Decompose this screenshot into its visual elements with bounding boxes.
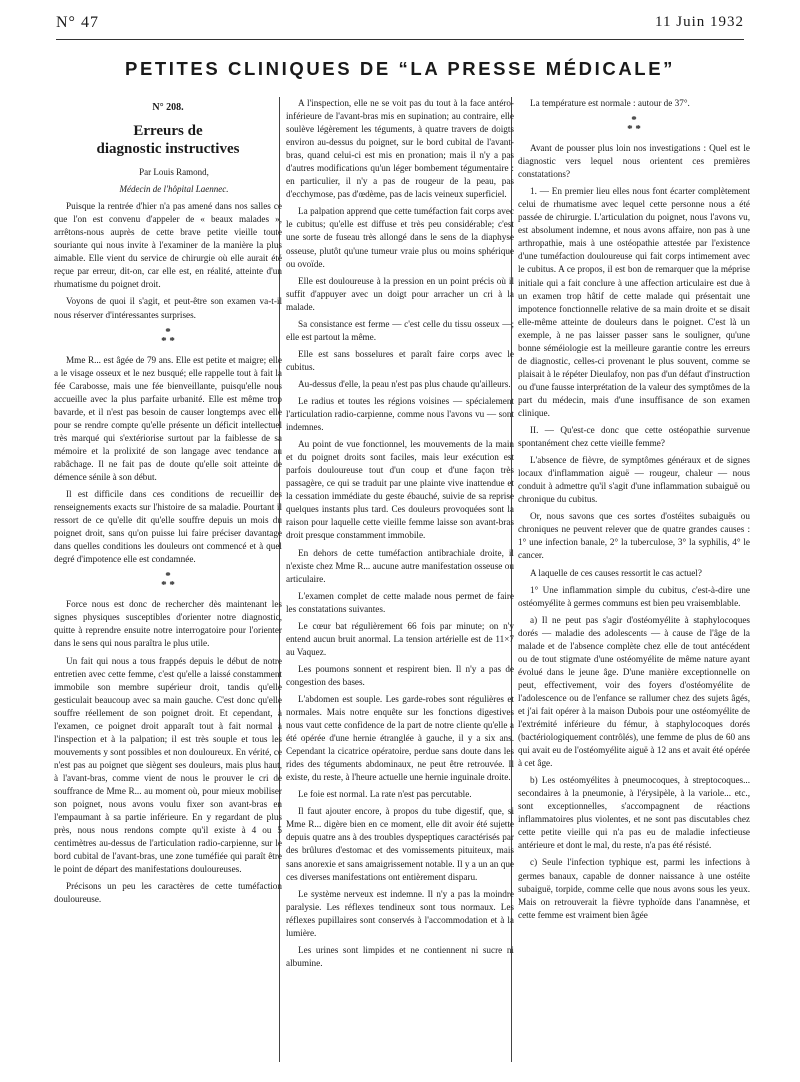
separator-star: * *	[161, 334, 175, 347]
separator-star: *	[165, 570, 171, 583]
section-banner: PETITES CLINIQUES DE “LA PRESSE MÉDICALE”	[125, 58, 675, 79]
article-title-line: diagnostic instructives	[96, 141, 240, 158]
paragraph: Puisque la rentrée d'hier n'a pas amené dans nos salles ce que l'on est convenu d'appeler de « beaux malades », arrêtons-nous auprès de cette brave petite vieille toute souriante qui nous invite à l'examiner de la manière la plus aimable. Elle vient du service de chirurgie où elle aurait été reçue par erreur, dit-on, car elle est, en réalité, atteinte d'un rhumatisme du poignet droit.	[54, 201, 282, 290]
paragraph: Elle est sans bosselures et paraît faire corps avec le cubitus.	[286, 348, 514, 372]
paragraph: Au point de vue fonctionnel, les mouvements de la main et du poignet droits sont faciles, mais leur exécution est parfois douloureuse tout d'un coup et d'une façon très passagère, ce qui se traduit par une plainte vive inattendue et la cessation immédiate du geste ébauché, suivie de sa reprise quelques instants plus tard. Ces douleurs provoquées sont la raison pour laquelle cette vieille femme laisse son avant-bras droit presque constamment immobile.	[286, 439, 514, 541]
paragraph: Le cœur bat régulièrement 66 fois par minute; on n'y entend aucun bruit anormal. La tension artérielle est de 11×7 au Vaquez.	[286, 620, 514, 657]
paragraph: Mme R... est âgée de 79 ans. Elle est petite et maigre; elle a le visage osseux et le nez busqué; elle rappelle tout à fait la fée Carabosse, mais une fée bienveillante, puisqu'elle nous accueille avec la plus parfaite urbanité. Elle est même trop bavarde, et il n'est pas besoin de causer longtemps avec elle pour se rendre compte qu'elle présente un déficit intellectuel très marqué qui s'extériorise surtout par la faiblesse de sa mémoire et la prolixité de son langage avec tendance au rabâchage. Il ne fait pas de doute qu'elle soit atteinte de démence sénile à son début.	[54, 354, 282, 482]
issue-number: N° 47	[56, 14, 99, 31]
paragraph: b) Les ostéomyélites à pneumocoques, à streptocoques... secondaires à la pneumonie, à l'érysipèle, à la variole... etc., sont exceptionnelles, s'accompagnent de réactions inflammatoires plus violentes, et ne sont pas discutables chez cette petite vieille qui n'a pas eu de maladie infectieuse antérieure et dont le mal, du reste, n'a pas été résisté.	[518, 775, 750, 851]
paragraph: L'absence de fièvre, de symptômes généraux et de signes locaux d'inflammation aiguë — rougeur, chaleur — nous conduit à admettre qu'il s'agit d'une inflammation subaiguë ou chronique du cubitus.	[518, 455, 750, 505]
paragraph: Le système nerveux est indemne. Il n'y a pas la moindre paralysie. Les réflexes tendineux sont tous normaux. Les réflexes pupillaires sont conservés à l'accommodation et à la lumière.	[286, 888, 514, 938]
paragraph: L'examen complet de cette malade nous permet de faire les constatations suivantes.	[286, 590, 514, 614]
paragraph: Il faut ajouter encore, à propos du tube digestif, que, si Mme R... digère bien en ce moment, elle dit avoir été sujette depuis quatre ans à des troubles dyspeptiques caractérisés par des brûlures d'estomac et des vomissements pituiteux, mais sans anorexie et sans amaigrissement notable. Il y a un an que ces diverses manifestations ont entièrement disparu.	[286, 806, 514, 882]
paragraph: Le foie est normal. La rate n'est pas percutable.	[298, 789, 472, 800]
paragraph: A laquelle de ces causes ressortit le cas actuel?	[530, 567, 702, 578]
paragraph: Voyons de quoi il s'agit, et peut-être son examen va-t-il nous réserver d'intéressantes surprises.	[54, 296, 282, 320]
paragraph: La palpation apprend que cette tuméfaction fait corps avec le cubitus; qu'elle est diffuse et très peu considérable; c'est une sorte de fuseau très allongé dans le sens de la diaphyse osseuse, plutôt qu'une tumeur vraie plus ou moins sphérique ou ovoïde.	[286, 206, 514, 269]
article-title	[54, 122, 282, 158]
article-title-line: Erreurs de	[133, 123, 203, 140]
separator-star: *	[631, 114, 637, 127]
article-number: N° 208.	[152, 102, 184, 113]
paragraph: A l'inspection, elle ne se voit pas du tout à la face antéro-inférieure de l'avant-bras mis en supination; au contraire, elle soulève légèrement les téguments, à quatre travers de doigts environ au-dessus du poignet, sur le bord cubital de l'avant-bras, quand celui-ci est mis en pronation; mais il n'y a pas d'autres modifications qu'un léger bombement tégumentaire : en particulier, il n'y a pas de rougeur de la peau, pas d'ecchymose, pas d'œdème, pas de lacis veineux superficiel.	[286, 98, 514, 200]
paragraph: c) Seule l'infection typhique est, parmi les infections à germes banaux, capable de donner naissance à une ostéite subaiguë, torpide, comme celle que nous avons sous les yeux. Mais on retrouverait la fièvre typhoïde dans l'anamnèse, et cette femme est vraiment bien âgée	[518, 857, 750, 920]
author-byline: Par Louis Ramond,	[139, 167, 209, 178]
section-separator	[54, 572, 282, 590]
paragraph: Avant de pousser plus loin nos investigations : Quel est le diagnostic vers lequel nous orientent ces premières constatations?	[518, 143, 750, 180]
column-2	[286, 97, 514, 974]
column-1	[54, 97, 282, 910]
section-separator	[54, 325, 282, 347]
header-rule	[56, 39, 744, 40]
issue-date: 11 Juin 1932	[655, 14, 744, 30]
paragraph: L'abdomen est souple. Les garde-robes sont régulières et normales. Mais notre enquête sur les fonctions digestives nous vaut cette confidence de la part de notre cliente qu'elle a été opérée d'une hernie étranglée à gauche, il y a six ans. Cependant la cicatrice opératoire, perdue sans doute dans les rides des téguments abdominaux, ne peut être retrouvée. Il existe, du reste, à l'heure actuelle une hernie inguinale droite.	[286, 693, 514, 783]
running-header	[56, 14, 744, 44]
paragraph: Précisons un peu les caractères de cette tuméfaction douloureuse.	[54, 881, 282, 905]
paragraph: Force nous est donc de rechercher dès maintenant les signes physiques susceptibles d'orienter notre diagnostic, quitte à reprendre ensuite notre interrogatoire pour l'orienter dans le sens qui nous paraîtra le plus utile.	[54, 599, 282, 649]
separator-star: * *	[161, 579, 175, 592]
paragraph: Le radius et toutes les régions voisines — spécialement l'articulation radio-carpienne, comme nous l'avons vu — sont indemnes.	[286, 395, 514, 433]
paragraph: Elle est douloureuse à la pression en un point précis où il suffit d'appuyer avec un doigt pour arracher un cri à la malade.	[286, 275, 514, 312]
paragraph: Les urines sont limpides et ne contiennent ni sucre ni albumine.	[286, 944, 514, 968]
separator-star: * *	[627, 123, 641, 136]
paragraph: Sa consistance est ferme — c'est celle du tissu osseux —; elle est partout la même.	[286, 318, 514, 342]
separator-star: *	[165, 325, 171, 338]
paragraph: 1. — En premier lieu elles nous font écarter complètement celui de rhumatisme avec lequel cette personne nous a été passée de chirurgie. L'articulation du poignet, nous l'avons vu, est absolument indemne, et nous avons affaire, non pas à une arthropathie, mais à une ostéopathie attestée par l'existence d'une tuméfaction douloureuse qui fait corps intimement avec le cubitus. A ce propos, il est bon de remarquer que la méprise initiale qui a fait conclure à une affection articulaire est due à un examen trop hâtif de cette malade qui présentait une impotence fonctionnelle relative de sa main droite et se disait elle-même atteinte de douleurs dans le poignet. C'est là un exemple, à ne pas laisser passer sans le souligner, qu'une bonne séméiologie est la meilleure garantie contre les erreurs de diagnostic, celles-ci provenant le plus souvent, comme se plaisait à le répéter Dieulafoy, non pas d'un défaut d'instruction ou d'une fausse interprétation de la valeur des symptômes de la part du médecin, mais d'une insuffisance de son examen clinique.	[518, 186, 750, 418]
column-3	[518, 97, 750, 926]
section-separator	[518, 116, 750, 134]
paragraph: En dehors de cette tuméfaction antibrachiale droite, il n'existe chez Mme R... aucune autre manifestation osseuse ou articulaire.	[286, 547, 514, 584]
paragraph: a) Il ne peut pas s'agir d'ostéomyélite à staphylocoques dorés — maladie des adolescents — à cause de l'âge de la malade et de l'absence complète chez elle de tout antécédent ou de tout stigmate d'une ostéomyélite de même nature ayant évolué dans le jeune âge. D'une manière exceptionnelle on peut, effectivement, voir des foyers d'ostéomyélite de l'adolescence ou de l'enfance se rallumer chez des sujets âgés, et j'ai fait opérer à la maison Dubois pour une ostéomyélite de l'extrémité inférieure du fémur, à staphylocoques dorés (bactériologiquement contrôlés), une femme de plus de 60 ans qui avait eu de l'ostéomyélite aiguë à 12 ans et avait été opérée à cet âge.	[518, 614, 750, 769]
paragraph: II. — Qu'est-ce donc que cette ostéopathie survenue spontanément chez cette vieille femme?	[518, 425, 750, 449]
paragraph: Un fait qui nous a tous frappés depuis le début de notre entretien avec cette femme, c'est qu'elle a laissé constamment immobile son membre supérieur droit, tandis qu'elle gesticulait beaucoup avec sa main gauche. C'est donc qu'elle souffre réellement de son poignet droit. Et cependant, à l'examen, ce poignet droit apparaît tout à fait normal à l'inspection et à la palpation; il est très souple et tous les mouvements y sont possibles et non douloureux. En vérité, ce n'est pas au poignet que siègent ses douleurs, mais plus haut, à l'avant-bras, comme vient de nous le prouver le cri de souffrance de Mme R... au moment où, pour mieux mobiliser son poignet, nous avons voulu fixer son avant-bras en l'empaumant à sa partie inférieure. En y regardant de plus près, nous nous rendons compte qu'il existe à 4 ou 5 centimètres au-dessus de l'articulation radio-carpienne, sur le bord cubital de l'avant-bras, une zone tuméfiée qui paraît être le point de départ des manifestations douloureuses.	[54, 655, 282, 875]
paragraph: Il est difficile dans ces conditions de recueillir des renseignements exacts sur l'histoire de sa maladie. Pourtant il ressort de ce qu'elle dit qu'elle souffre depuis un mois du poignet droit, sans qu'on puisse lui faire préciser davantage dans quelles conditions les douleurs ont commencé et à quel degré d'impotence elle est condamnée.	[54, 489, 282, 565]
paragraph: La température est normale : autour de 37°.	[530, 98, 690, 108]
paragraph: 1° Une inflammation simple du cubitus, c'est-à-dire une ostéomyélite à germes communs est bien peu vraisemblable.	[518, 584, 750, 608]
paragraph: Les poumons sonnent et respirent bien. Il n'y a pas de congestion des bases.	[286, 663, 514, 687]
author-affiliation: Médecin de l'hôpital Laennec.	[119, 184, 229, 195]
paragraph: Or, nous savons que ces sortes d'ostéites subaiguës ou chroniques ne peuvent relever que de quatre grandes causes : 1° une infection banale, 2° la tuberculose, 3° la syphilis, 4° le cancer.	[518, 511, 750, 561]
paragraph: Au-dessus d'elle, la peau n'est pas plus chaude qu'ailleurs.	[298, 378, 511, 389]
